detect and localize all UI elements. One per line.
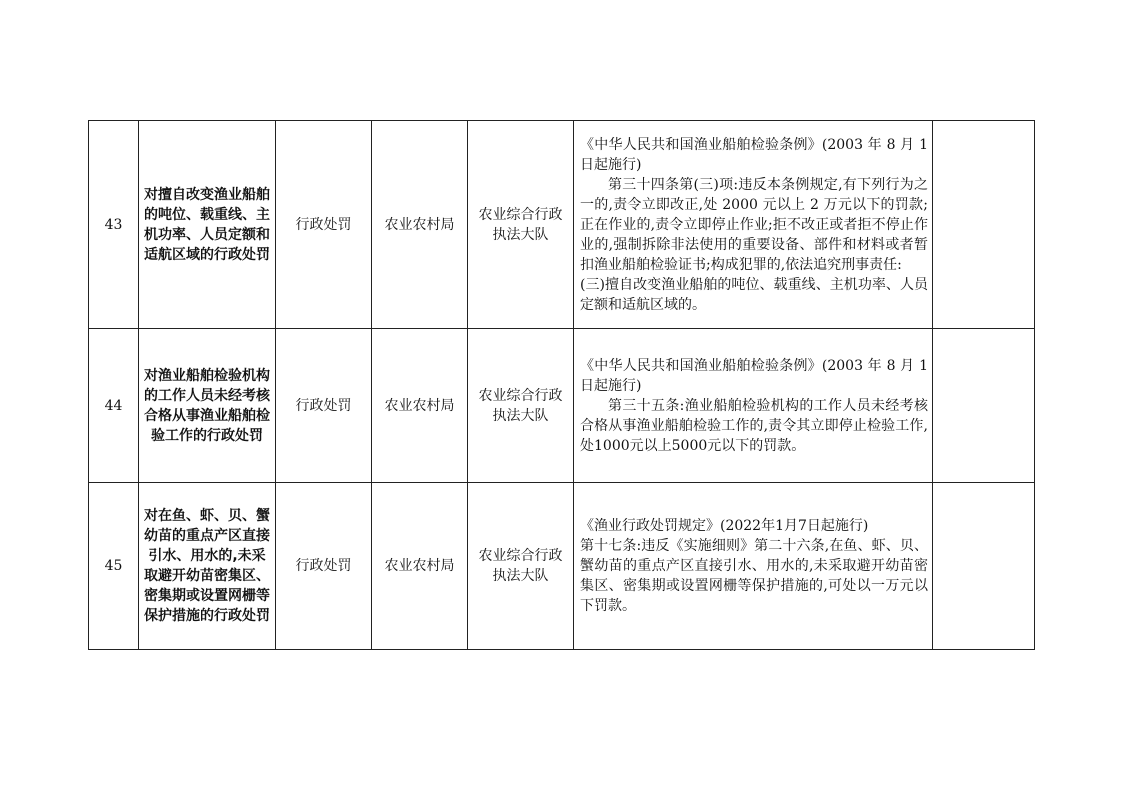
item-legal-basis	[574, 121, 933, 329]
basis-regulation-title: 《中华人民共和国渔业船舶检验条例》(2003 年 8 月 1 日起施行)	[580, 136, 928, 173]
item-executor: 农业综合行政执法大队	[468, 329, 574, 483]
basis-article-text: 第三十五条:渔业船舶检验机构的工作人员未经考核合格从事渔业船舶检验工作的,责令其立即停止检验工作,处1000元以上5000元以下的罚款。	[580, 397, 928, 454]
item-department: 农业农村局	[372, 483, 468, 650]
penalty-items-table	[88, 120, 1035, 650]
item-legal-basis	[574, 329, 933, 483]
item-note	[933, 329, 1035, 483]
item-type: 行政处罚	[276, 121, 372, 329]
item-number: 43	[89, 121, 139, 329]
basis-article-text: 第十七条:违反《实施细则》第二十六条,在鱼、虾、贝、蟹幼苗的重点产区直接引水、用水的,未采取避开幼苗密集区、密集期或设置网栅等保护措施的,可处以一万元以下罚款。	[580, 538, 928, 614]
item-name: 对在鱼、虾、贝、蟹幼苗的重点产区直接引水、用水的,未采取避开幼苗密集区、密集期或设置网栅等保护措施的行政处罚	[139, 483, 276, 650]
item-executor: 农业综合行政执法大队	[468, 121, 574, 329]
basis-article-text: 第三十四条第(三)项:违反本条例规定,有下列行为之一的,责令立即改正,处 2000 元以上 2 万元以下的罚款;正在作业的,责令立即停止作业;拒不改正或者拒不停止作业的,强制拆除非法使用的重要设备、部件和材料或者暂扣渔业船舶检验证书;构成犯罪的,依法追究刑事责任:	[580, 176, 928, 273]
item-number: 44	[89, 329, 139, 483]
basis-clause-text: (三)擅自改变渔业船舶的吨位、载重线、主机功率、人员定额和适航区域的。	[580, 276, 928, 313]
item-executor: 农业综合行政执法大队	[468, 483, 574, 650]
table-row	[89, 329, 1035, 483]
item-name: 对渔业船舶检验机构的工作人员未经考核合格从事渔业船舶检验工作的行政处罚	[139, 329, 276, 483]
item-type: 行政处罚	[276, 483, 372, 650]
basis-regulation-title: 《中华人民共和国渔业船舶检验条例》(2003 年 8 月 1 日起施行)	[580, 357, 928, 394]
item-department: 农业农村局	[372, 121, 468, 329]
item-legal-basis	[574, 483, 933, 650]
item-department: 农业农村局	[372, 329, 468, 483]
item-note	[933, 483, 1035, 650]
basis-regulation-title: 《渔业行政处罚规定》(2022年1月7日起施行)	[580, 518, 869, 534]
table-row	[89, 121, 1035, 329]
item-note	[933, 121, 1035, 329]
item-number: 45	[89, 483, 139, 650]
item-name: 对擅自改变渔业船舶的吨位、载重线、主机功率、人员定额和适航区域的行政处罚	[139, 121, 276, 329]
item-type: 行政处罚	[276, 329, 372, 483]
table-row	[89, 483, 1035, 650]
